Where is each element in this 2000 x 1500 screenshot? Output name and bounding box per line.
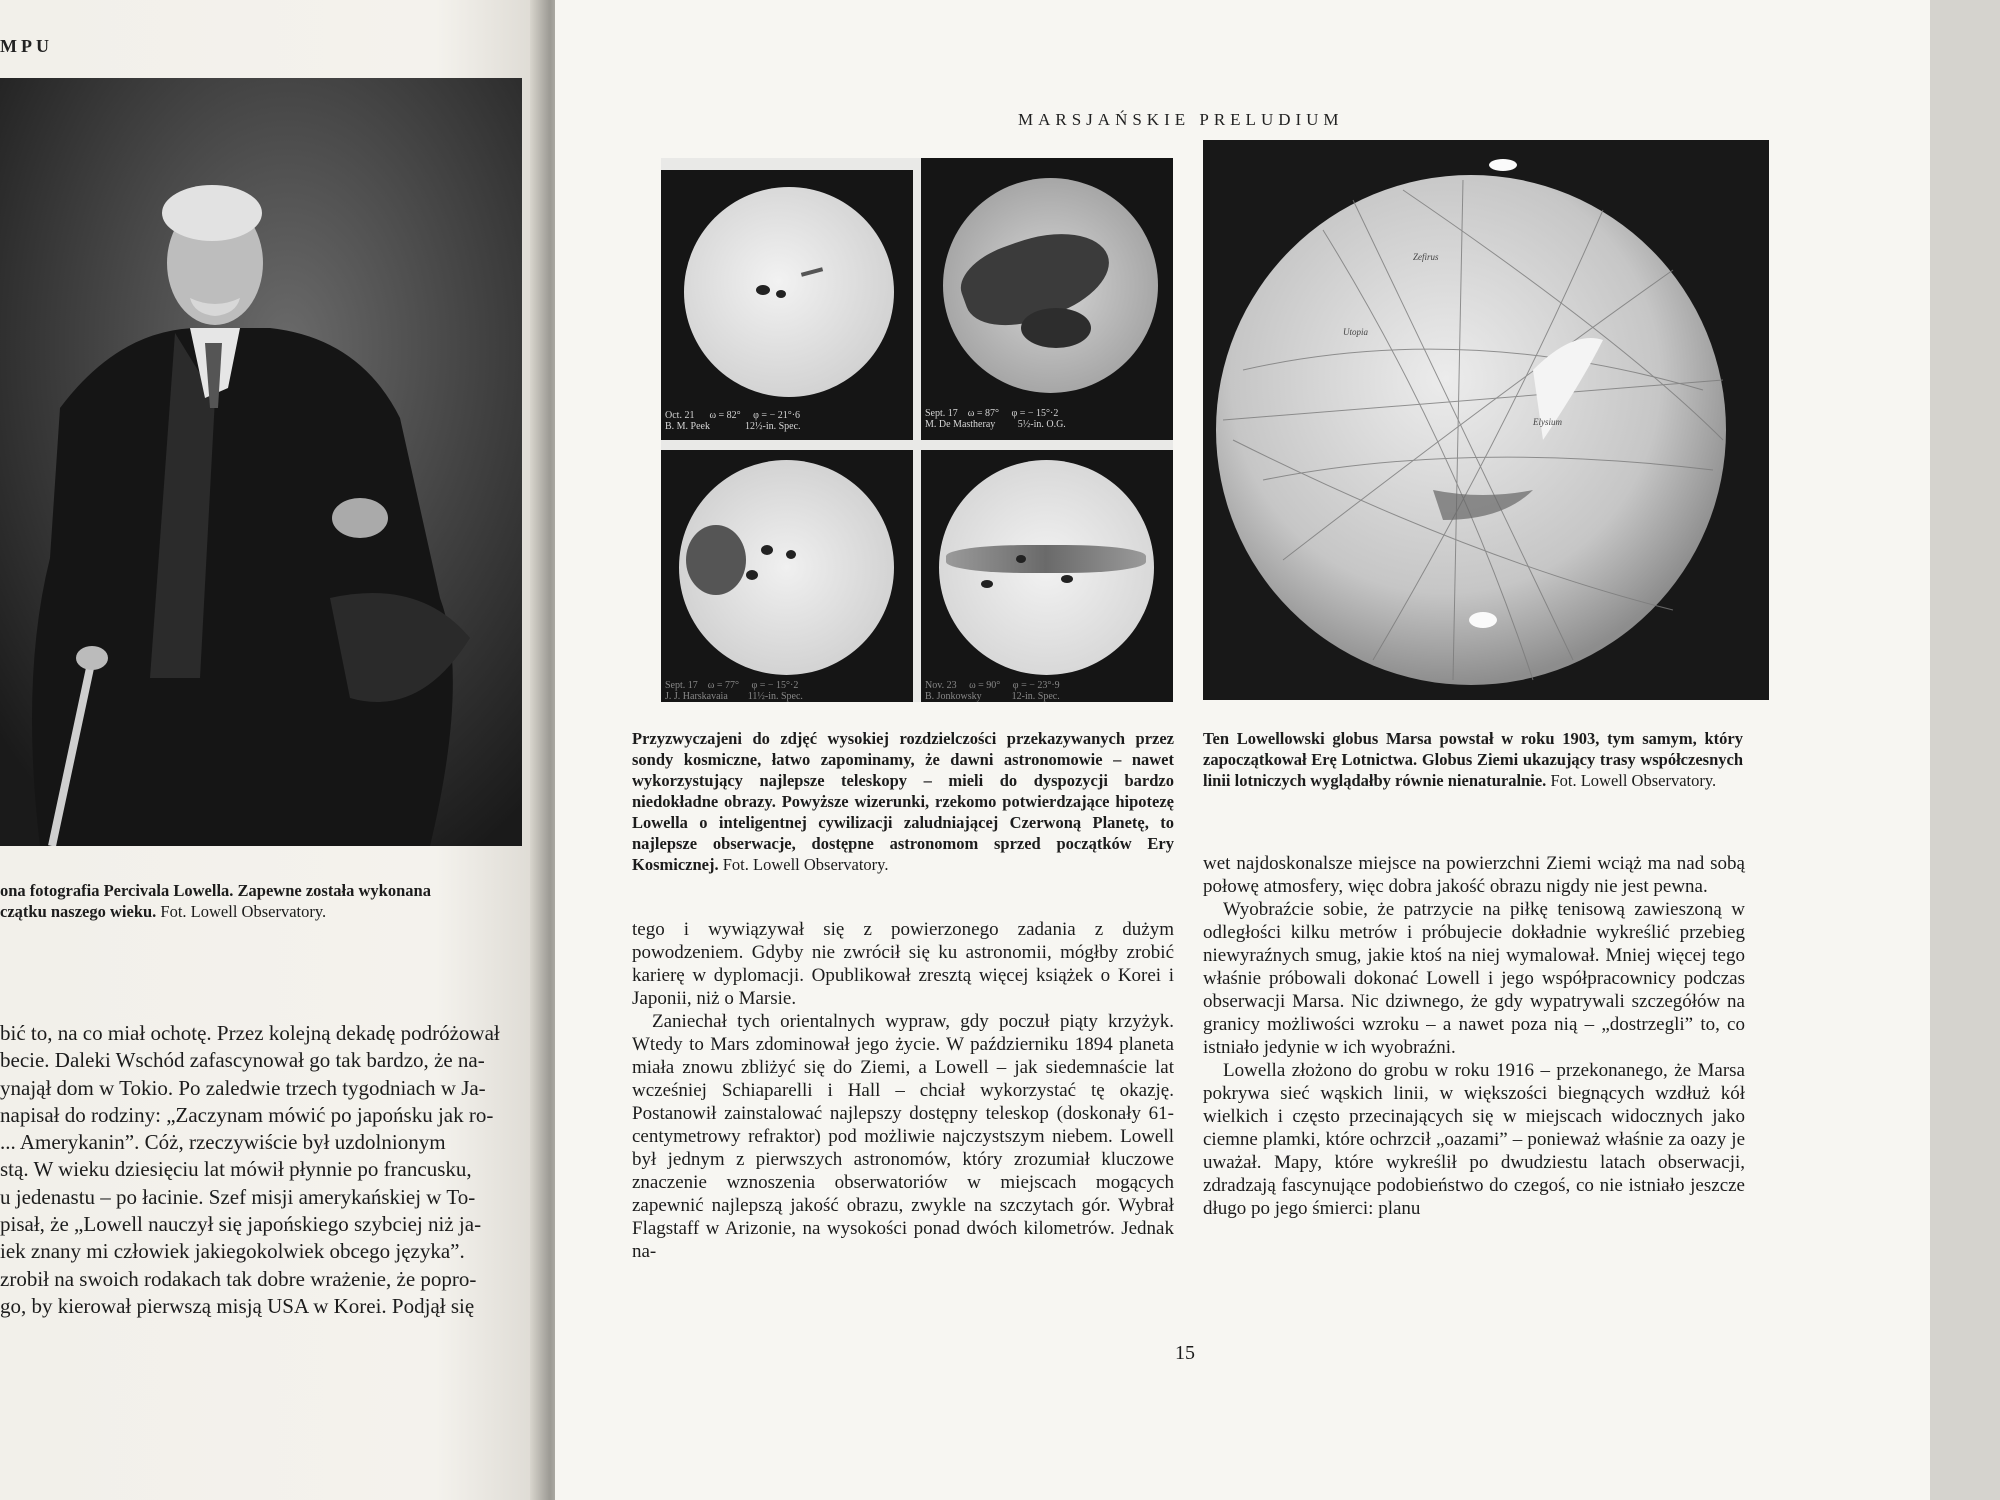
left-body-line: go, by kierował pierwszą misją USA w Korei. Podjął się — [0, 1293, 475, 1318]
body-paragraph: Zaniechał tych orientalnych wypraw, gdy poczuł piąty krzyżyk. Wtedy to Mars zdominował jego życie. W październiku 1894 planeta miała znowu zbliżyć się do Ziemi, a Lowell – jak siedemnaście lat wcześniej Schiaparelli i Hall – chciał wykorzystać tę okazję. Postanowił zainstalować najlepszy dostępny teleskop (doskonały 61-centymetrowy refraktor) pod możliwie najczystszym niebem. Lowell był jednym z pierwszych astronomów, który zrozumiał kluczowe znaczenie wznoszenia obserwatoriów w miejscach mogących zapewnić najlepszą jakość obrazu, zwykle na szczytach gór. Wybrał Flagstaff w Arizonie, na wysokości ponad dwóch kilometrów. Jednak na- — [632, 1011, 1174, 1262]
left-body-line: ... Amerykanin”. Cóż, rzeczywiście był uzdolnionym — [0, 1130, 446, 1155]
mars-drawing-panel — [921, 450, 1173, 702]
left-body-line: iek znany mi człowiek jakiegokolwiek obcego języka”. — [0, 1239, 465, 1264]
body-paragraph: Wyobraźcie sobie, że patrzycie na piłkę tenisową zawieszoną w odległości kilku metrów i próbujecie dokładnie wykreślić przebieg niewyraźnych smug, jakie ktoś na niej wymalował. Mniej więcej tego właśnie próbowali dokonać Lowell i jego współpracownicy podczas obserwacji Marsa. Nic dziwnego, że gdy wypatrywali szczegółów na granicy możliwości wzroku – a nawet poza nią – „dostrzegli” to, co istniało jedynie w ich wyobraźni. — [1203, 899, 1745, 1058]
portrait-caption — [0, 880, 510, 922]
mars-dark-region — [686, 525, 746, 595]
left-running-head: MPU — [0, 36, 53, 56]
mars-drawing-panel — [661, 450, 913, 702]
left-body-line: ynajął dom w Tokio. Po zaledwie trzech tygodniach w Ja- — [0, 1075, 486, 1100]
right-page — [555, 0, 2000, 1500]
body-paragraph: Lowella złożono do grobu w roku 1916 – przekonanego, że Marsa pokrywa sieć wąskich linii, w większości biegnących wzdłuż kół wielkich i często przecinających się w miejscach widocznych jako ciemne plamki, które ochrzcił „oazami” – ponieważ właśnie za oazy je uważał. Mapy, które wykreślił po dwudziestu latach obserwacji, zdradzają fascynujące podobieństwo do czegoś, co nie istniało jeszcze długo po jego śmierci: planu — [1203, 1060, 1745, 1219]
mars-drawing-label: Oct. 21 ω = 82° φ = − 21°·6 B. M. Peek 12½-in. Spec. — [665, 410, 801, 432]
left-page — [0, 0, 545, 1500]
portrait-illustration — [0, 78, 522, 846]
mars-globe-caption: Ten Lowellowski globus Marsa powstał w roku 1903, tym samym, który zapoczątkował Erę Lotnictwa. Globus Ziemi ukazujący trasy współczesnych linii lotniczych wyglądałby równie nienaturalnie. Fot. Lowell Observatory. — [1203, 729, 1743, 790]
body-column-2 — [1203, 852, 1745, 1220]
mars-spot — [746, 570, 758, 580]
mars-spot — [1016, 555, 1026, 563]
portrait-caption-line2: czątku naszego wieku. Fot. Lowell Observatory. — [0, 902, 327, 921]
portrait-caption-line1: ona fotografia Percivala Lowella. Zapewne została wykonana — [0, 881, 431, 900]
mars-band — [946, 545, 1146, 573]
lowell-portrait-photo — [0, 78, 522, 846]
mars-spot — [776, 290, 786, 298]
mars-spot — [761, 545, 773, 555]
mars-drawing-panel — [921, 158, 1173, 440]
left-body-line: pisał, że „Lowell nauczył się japońskiego szybciej niż ja- — [0, 1212, 482, 1237]
left-body-line: becie. Daleki Wschód zafascynował go tak bardzo, że na- — [0, 1048, 485, 1073]
right-running-head: MARSJAŃSKIE PRELUDIUM — [1018, 110, 1344, 129]
left-body-line: zrobił na swoich rodakach tak dobre wrażenie, że popro- — [0, 1266, 477, 1291]
mars-spot — [1061, 575, 1073, 583]
mars-drawing-label: Nov. 23 ω = 90° φ = − 23°·9 B. Jonkowsky 12-in. Spec. — [925, 680, 1060, 702]
left-body-line: napisał do rodziny: „Zaczynam mówić po japońsku jak ro- — [0, 1102, 494, 1127]
mars-globe-illustration — [1203, 140, 1769, 700]
left-body-text — [0, 1020, 515, 1320]
mars-drawing-label: Sept. 17 ω = 87° φ = − 15°·2 M. De Mastheray 5½-in. O.G. — [925, 408, 1066, 430]
page-number: 15 — [1175, 1342, 1195, 1364]
body-paragraph: tego i wywiązywał się z powierzonego zadania z dużym powodzeniem. Gdyby nie zwrócił się ku astronomii, mógłby zrobić karierę w dyplomacji. Opublikował zresztą więcej książek o Korei i Japonii, niż o Marsie. — [632, 919, 1174, 1009]
mars-globe-photo — [1203, 140, 1769, 700]
mars-spot — [981, 580, 993, 588]
mars-drawings-caption: Przyzwyczajeni do zdjęć wysokiej rozdzielczości przekazywanych przez sondy kosmiczne, łatwo zapominamy, że dawni astronomowie – nawet wykorzystujący najlepsze teleskopy – mieli do dyspozycji bardzo niedokładne obrazy. Powyższe wizerunki, rzekomo potwierdzające hipotezę Lowella o inteligentnej cywilizacji zaludniającej Czerwoną Planetę, to najlepsze obserwacje, dostępne astronomom sprzed początków Ery Kosmicznej. Fot. Lowell Observatory. — [632, 729, 1174, 874]
mars-spot — [756, 285, 770, 295]
left-body-line: bić to, na co miał ochotę. Przez kolejną dekadę podróżował — [0, 1021, 500, 1045]
table-background — [1930, 0, 2000, 1500]
mars-drawing-label: Sept. 17 ω = 77° φ = − 15°·2 J. J. Harskavaia 11½-in. Spec. — [665, 680, 803, 702]
body-column-1 — [632, 918, 1174, 1263]
left-body-line: u jedenastu – po łacinie. Szef misji amerykańskiej w To- — [0, 1184, 476, 1209]
globe-label-zefirus: Zefirus — [1413, 252, 1439, 262]
globe-label-utopia: Utopia — [1343, 327, 1369, 337]
mars-drawings-plate — [661, 158, 1173, 702]
left-body-line: stą. W wieku dziesięciu lat mówił płynnie po francusku, — [0, 1157, 472, 1182]
mars-disc — [684, 187, 894, 397]
body-paragraph: wet najdoskonalsze miejsce na powierzchni Ziemi wciąż ma nad sobą połowę atmosfery, więc dobra jakość obrazu nigdy nie jest pewna. — [1203, 853, 1745, 897]
mars-dark-region — [1021, 308, 1091, 348]
mars-drawing-panel — [661, 170, 913, 440]
globe-label-elysium: Elysium — [1533, 417, 1562, 427]
mars-spot — [786, 550, 796, 559]
